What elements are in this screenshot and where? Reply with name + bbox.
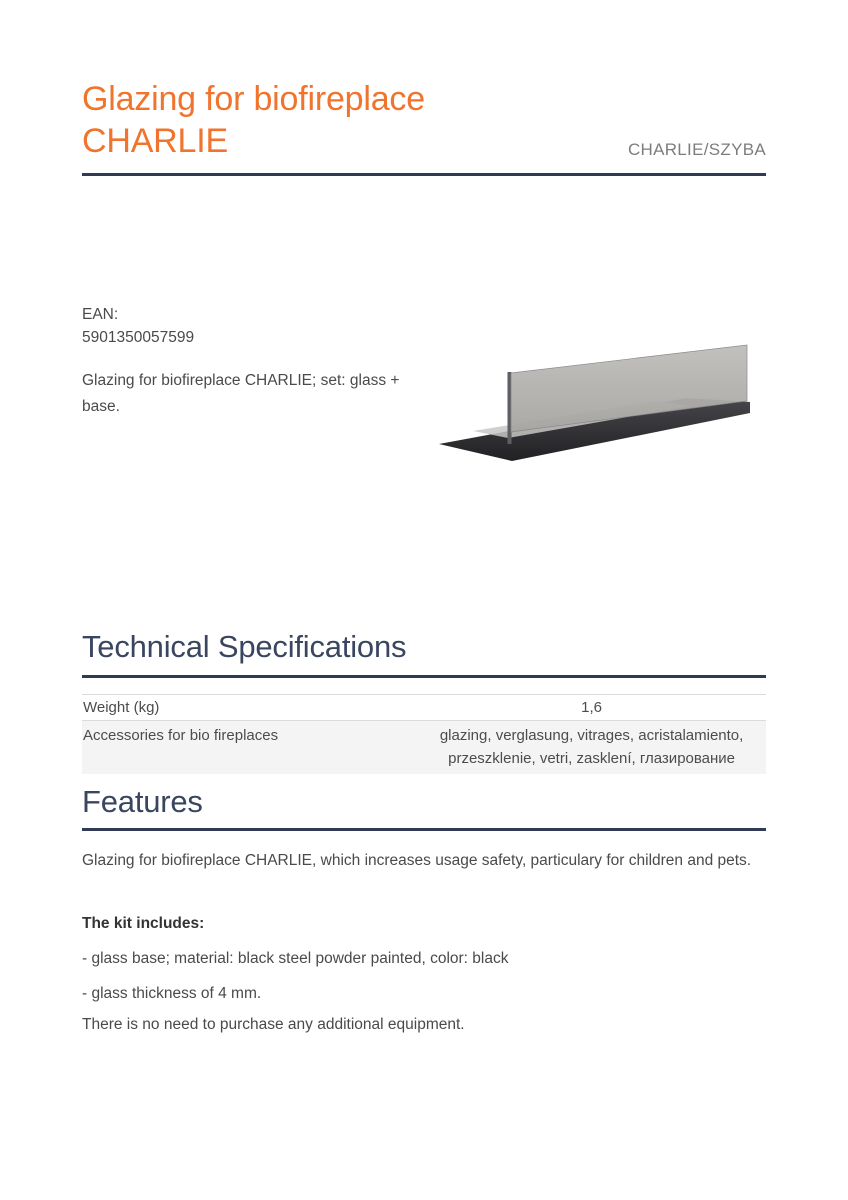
features-heading: Features — [82, 784, 203, 819]
list-item: - glass base; material: black steel powder painted, color: black — [82, 950, 509, 967]
spec-label-accessories: Accessories for bio fireplaces — [83, 727, 279, 744]
ean-value: 5901350057599 — [82, 329, 195, 346]
page-title-line2: CHARLIE — [82, 122, 228, 160]
spec-label-weight: Weight (kg) — [83, 699, 160, 716]
technical-specifications-divider — [82, 675, 766, 678]
page-title — [82, 78, 425, 162]
spec-table — [82, 694, 766, 774]
kit-includes-heading: The kit includes: — [82, 915, 205, 932]
product-image — [430, 330, 800, 470]
ean-label: EAN: — [82, 306, 119, 323]
product-description: Glazing for biofireplace CHARLIE; set: glass + base. — [82, 372, 400, 415]
table-row — [82, 720, 766, 774]
technical-specifications-heading: Technical Specifications — [82, 629, 407, 664]
features-divider — [82, 828, 766, 831]
page-title-line1: Glazing for biofireplace — [82, 80, 425, 118]
kit-note: There is no need to purchase any additional equipment. — [82, 1016, 465, 1033]
ean-block — [82, 303, 194, 349]
header-divider — [82, 173, 766, 176]
table-row — [82, 694, 766, 720]
spec-value-weight: 1,6 — [581, 699, 602, 716]
spec-value-accessories: glazing, verglasung, vitrages, acristalamiento, przeszklenie, vetri, zasklení, глазирование — [439, 727, 744, 767]
product-code: CHARLIE/SZYBA — [627, 140, 766, 159]
features-intro: Glazing for biofireplace CHARLIE, which increases usage safety, particulary for children and pets. — [82, 852, 752, 869]
list-item: - glass thickness of 4 mm. — [82, 985, 262, 1002]
